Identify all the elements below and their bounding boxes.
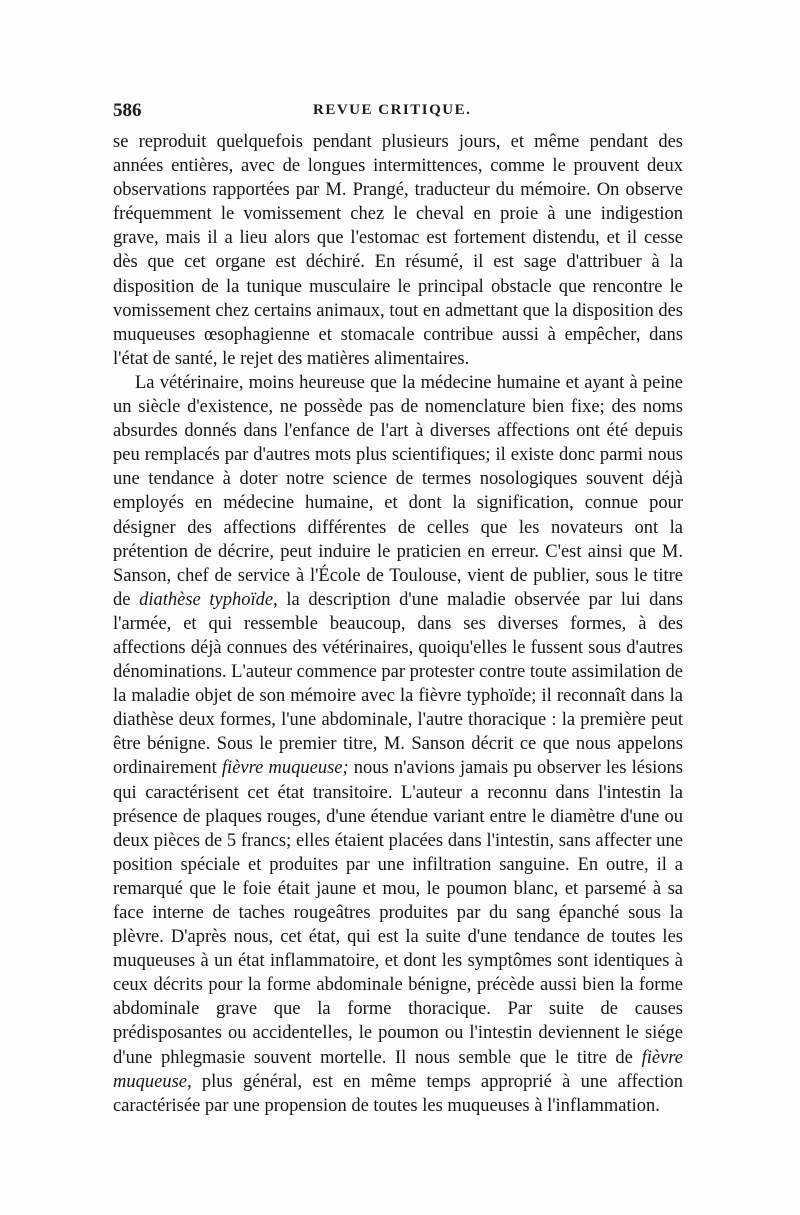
page-header [113,100,691,124]
term-fievre-muqueuse-1: fièvre muqueuse; [221,758,349,779]
paragraph-2-text-b: , la description d'une maladie observée par lui dans l'armée, et qui ressemble beaucoup, dans ses diverses formes, à des affections déjà connues des vétérinaires, quoiqu'elles le fussent sous d'autres dénominations. L'auteur commence par protester contre toute assimilation de la maladie objet de son mémoire avec la fièvre typhoïde; il reconnaît dans la diathèse deux formes, l'une abdominale, l'autre thoracique : la première peut être bénigne. Sous le premier titre, M. Sanson décrit ce que nous appelons ordinairement [113,589,684,779]
paragraph-2-text-a: La vétérinaire, moins heureuse que la médecine humaine et ayant à peine un siècle d'existence, ne possède pas de nomenclature bien fixe; des noms absurdes donnés dans l'enfance de l'art à diverses affections ont été depuis peu remplacés par d'autres mots plus scientifiques; il existe donc parmi nous une tendance à doter notre science de termes nosologiques souvent déjà employés en médecine humaine, et dont la signification, connue pour désigner des affections différentes de celles que les novateurs ont la prétention de décrire, peut induire le praticien en erreur. C'est ainsi que M. Sanson, chef de service à l'École de Toulouse, vient de publier, sous le titre de [113,372,683,610]
paragraph-2-text-c: nous n'avions jamais pu observer les lésions qui caractérisent cet état transitoire. L'auteur a reconnu dans l'intestin la présence de plaques rouges, d'une étendue variant entre le diamètre d'une ou deux pièces de 5 francs; elles étaient placées dans l'intestin, sans affecter une position spéciale et produites par une infiltration sanguine. En outre, il a remarqué que le foie était jaune et mou, le poumon blanc, et parsemé à sa face interne de taches rougeâtres produites par du sang épanché sous la plèvre. D'après nous, cet état, qui est la suite d'une tendance de toutes les muqueuses à un état inflammatoire, et dont les symptômes sont identiques à ceux décrits pour la forme abdominale bénigne, précède aussi bien la forme abdominale grave que la forme thoracique. Par suite de causes prédisposantes ou accidentelles, le poumon ou l'intestin deviennent le siége d'une phlegmasie souvent mortelle. Il nous semble que le titre de [113,758,683,1068]
term-diathese-typhoide: diathèse typhoïde [139,589,274,610]
paragraph-1 [113,130,683,371]
term-fievre-muqueuse-2: fièvre muqueuse, [113,1047,683,1092]
paragraph-2-text-d: plus général, est en même temps approprié à une affection caractérisée par une propension de toutes les muqueuses à l'inflammation. [113,1071,683,1116]
body-text [113,130,683,1118]
running-title: REVUE CRITIQUE. [313,102,472,118]
page-number: 586 [113,100,142,121]
paragraph-1-text: se reproduit quelquefois pendant plusieurs jours, et même pendant des années entières, avec de longues intermittences, comme le prouvent deux observations rapportées par M. Prangé, traducteur du mémoire. On observe fréquemment le vomissement chez le cheval en proie à une indigestion grave, mais il a lieu alors que l'estomac est fortement distendu, et il cesse dès que cet organe est déchiré. En résumé, il est sage d'attribuer à la disposition de la tunique musculaire le principal obstacle que rencontre le vomissement chez certains animaux, tout en admettant que la disposition des muqueuses œsophagienne et stomacale contribue aussi à empêcher, dans l'état de santé, le rejet des matières alimentaires. [113,132,683,369]
paragraph-2 [113,371,683,1118]
